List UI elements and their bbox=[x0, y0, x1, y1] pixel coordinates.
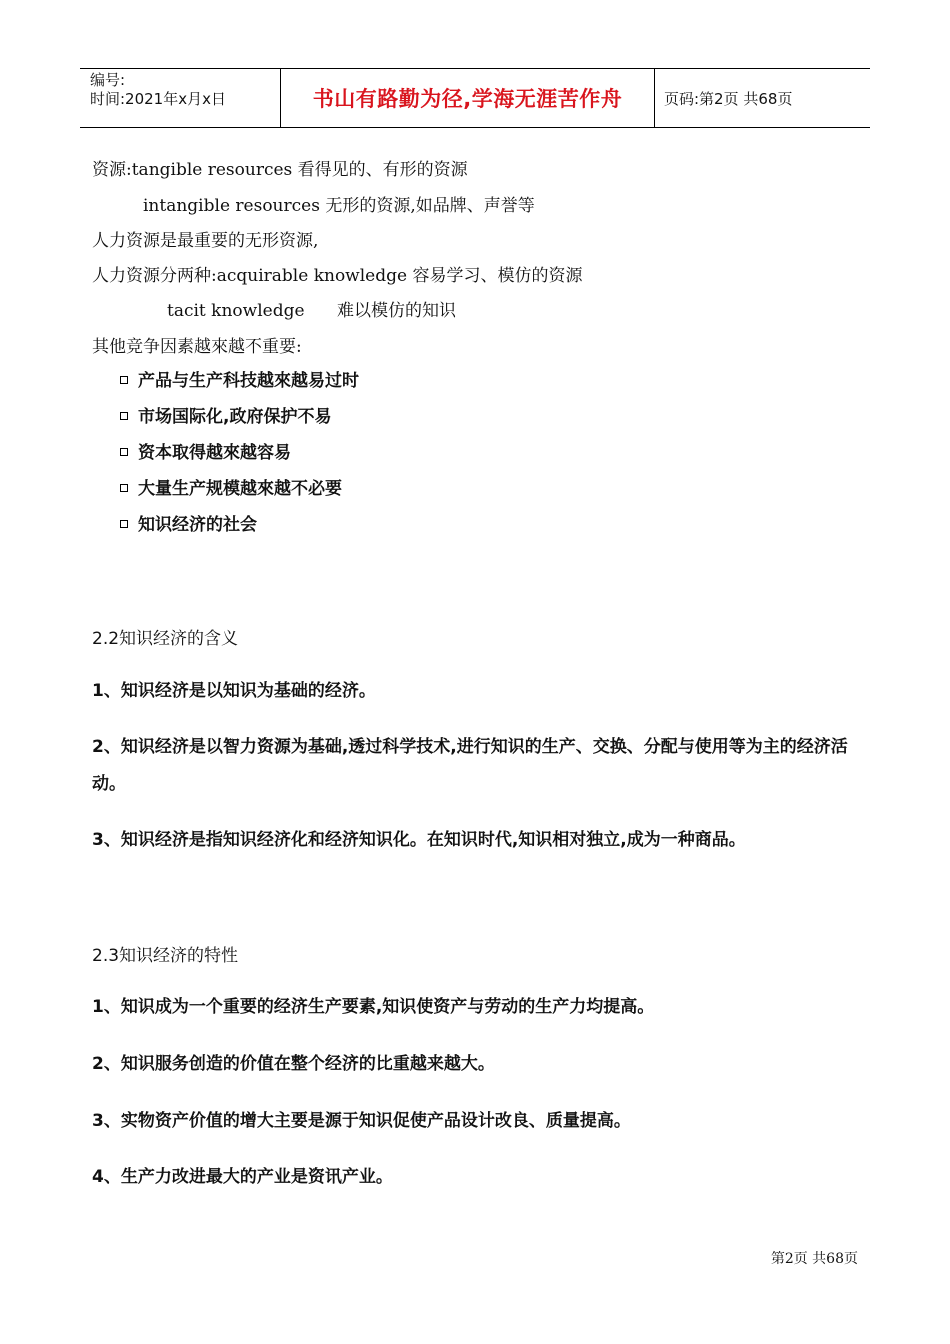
section-2-2-item-3: 3、知识经济是指知识经济化和经济知识化。在知识时代,知识相对独立,成为一种商品。 bbox=[92, 830, 746, 850]
other-factors-heading: 其他竞争因素越來越不重要: bbox=[92, 337, 302, 357]
section-2-2-title: 2.2知识经济的含义 bbox=[92, 629, 239, 649]
list-item: 市场国际化,政府保护不易 bbox=[120, 402, 331, 427]
hr-line-2: 人力资源分两种:acquirable knowledge 容易学习、模仿的资源 bbox=[92, 266, 583, 286]
header-motto: 书山有路勤为径,学海无涯苦作舟 bbox=[281, 69, 655, 127]
list-item: 产品与生产科技越來越易过时 bbox=[120, 366, 359, 391]
square-bullet-icon bbox=[120, 520, 128, 528]
header-page-label: 页码:第2页 共68页 bbox=[664, 89, 793, 108]
square-bullet-icon bbox=[120, 412, 128, 420]
header-meta bbox=[80, 69, 281, 127]
section-2-3-item-3: 3、实物资产价值的增大主要是源于知识促使产品设计改良、质量提高。 bbox=[92, 1111, 631, 1131]
header-time-label: 时间:2021年x月x日 bbox=[90, 90, 226, 108]
hr-line-1: 人力资源是最重要的无形资源, bbox=[92, 231, 319, 251]
list-item: 大量生产规模越來越不必要 bbox=[120, 474, 342, 499]
resources-line-1: 资源:tangible resources 看得见的、有形的资源 bbox=[92, 160, 468, 180]
section-2-3-title: 2.3知识经济的特性 bbox=[92, 946, 239, 966]
square-bullet-icon bbox=[120, 448, 128, 456]
page-header bbox=[80, 68, 870, 128]
list-item: 资本取得越來越容易 bbox=[120, 438, 291, 463]
square-bullet-icon bbox=[120, 484, 128, 492]
list-item: 知识经济的社会 bbox=[120, 510, 257, 535]
section-2-2-item-1: 1、知识经济是以知识为基础的经济。 bbox=[92, 681, 376, 701]
square-bullet-icon bbox=[120, 376, 128, 384]
section-2-3-item-4: 4、生产力改进最大的产业是资讯产业。 bbox=[92, 1167, 393, 1187]
section-2-2-item-2: 2、知识经济是以智力资源为基础,透过科学技术,进行知识的生产、交换、分配与使用等为主的经济活动。 bbox=[92, 737, 848, 794]
section-2-3-item-2: 2、知识服务创造的价值在整个经济的比重越来越大。 bbox=[92, 1054, 495, 1074]
hr-line-3: tacit knowledge 难以模仿的知识 bbox=[167, 301, 456, 321]
section-2-3-item-1: 1、知识成为一个重要的经济生产要素,知识使资产与劳动的生产力均提高。 bbox=[92, 997, 655, 1017]
resources-line-2: intangible resources 无形的资源,如品牌、声誉等 bbox=[143, 196, 535, 216]
header-id-label: 编号: bbox=[90, 71, 126, 89]
page-footer: 第2页 共68页 bbox=[770, 1251, 858, 1267]
